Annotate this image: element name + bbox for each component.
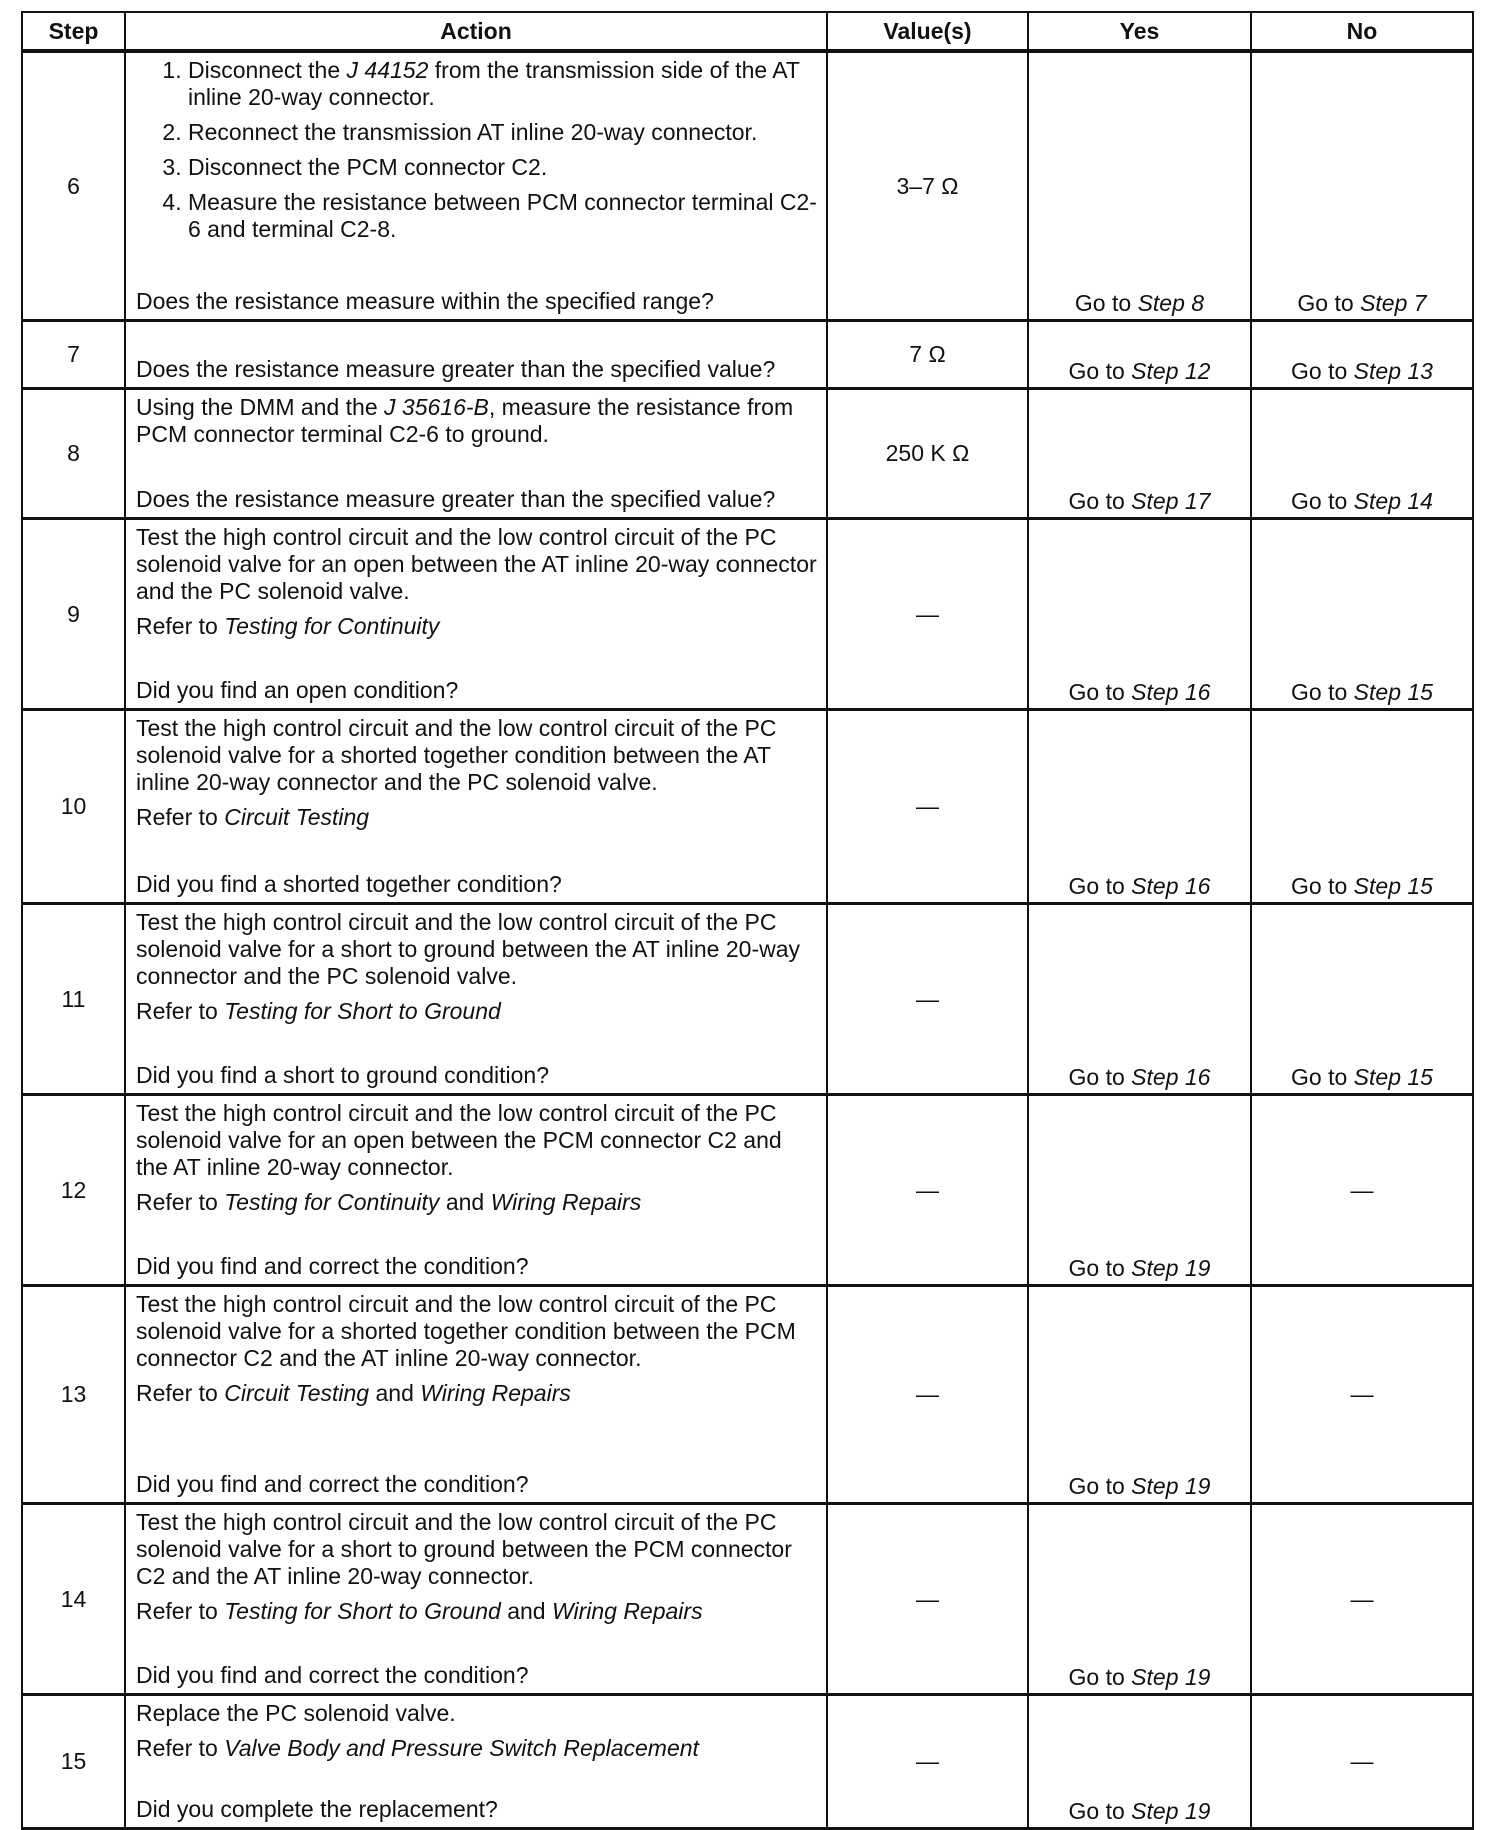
instruction-item bbox=[188, 119, 818, 146]
action-question: Did you find an open condition? bbox=[136, 677, 459, 703]
value-cell bbox=[827, 710, 1028, 904]
reference-link[interactable]: Wiring Repairs bbox=[551, 1598, 703, 1624]
goto-step-link[interactable]: Step 19 bbox=[1131, 1798, 1211, 1824]
instruction-list bbox=[136, 57, 818, 243]
goto-prefix: Go to bbox=[1068, 1664, 1132, 1690]
goto-prefix: Go to bbox=[1068, 679, 1132, 705]
value-cell bbox=[827, 1504, 1028, 1695]
value-cell bbox=[827, 321, 1028, 389]
action-question: Does the resistance measure greater than the specified value? bbox=[136, 356, 776, 382]
text-segment: Refer to bbox=[136, 804, 225, 830]
text-segment: and bbox=[500, 1598, 552, 1624]
text-segment: Refer to bbox=[136, 1189, 225, 1215]
table-row bbox=[22, 1504, 1473, 1695]
goto-step-link[interactable]: Step 15 bbox=[1353, 679, 1433, 705]
instruction-paragraph bbox=[136, 804, 818, 831]
reference-link[interactable]: Wiring Repairs bbox=[490, 1189, 642, 1215]
no-cell bbox=[1251, 1286, 1473, 1504]
yes-cell bbox=[1028, 51, 1251, 321]
no-action-dash: — bbox=[1350, 1748, 1374, 1774]
value-cell bbox=[827, 519, 1028, 710]
yes-cell bbox=[1028, 1695, 1251, 1829]
specified-value: 250 K Ω bbox=[885, 440, 970, 466]
instruction-paragraph bbox=[136, 1100, 818, 1181]
goto-prefix: Go to bbox=[1068, 1255, 1132, 1281]
step-number: 13 bbox=[22, 1286, 125, 1504]
diagnostic-table bbox=[21, 11, 1474, 1830]
action-content bbox=[126, 53, 826, 319]
action-question: Did you complete the replacement? bbox=[136, 1796, 498, 1822]
action-cell bbox=[125, 1695, 827, 1829]
goto-prefix: Go to bbox=[1068, 873, 1132, 899]
step-number: 6 bbox=[22, 51, 125, 321]
no-cell bbox=[1251, 519, 1473, 710]
text-segment: Using the DMM and the bbox=[136, 394, 385, 420]
goto-step-link[interactable]: Step 13 bbox=[1353, 358, 1433, 384]
table-row bbox=[22, 519, 1473, 710]
goto-prefix: Go to bbox=[1068, 488, 1132, 514]
goto-step-link[interactable]: Step 17 bbox=[1131, 488, 1211, 514]
action-cell bbox=[125, 710, 827, 904]
text-segment: Test the high control circuit and the low control circuit of the PC solenoid valve for an open between the PCM connector C2 and the AT inline 20-way connector. bbox=[136, 1100, 782, 1180]
action-cell bbox=[125, 321, 827, 389]
action-instructions bbox=[136, 715, 818, 839]
text-segment: Refer to bbox=[136, 1735, 225, 1761]
goto-step-link[interactable]: Step 16 bbox=[1131, 1064, 1211, 1090]
no-cell bbox=[1251, 51, 1473, 321]
instruction-paragraph bbox=[136, 1189, 818, 1216]
text-segment: Test the high control circuit and the low control circuit of the PC solenoid valve for a short to ground between the PCM connector C2 and the AT inline 20-way connector. bbox=[136, 1509, 792, 1589]
specified-value: — bbox=[916, 985, 939, 1012]
action-instructions bbox=[136, 1700, 818, 1770]
no-cell bbox=[1251, 321, 1473, 389]
no-cell bbox=[1251, 904, 1473, 1095]
action-instructions bbox=[136, 394, 818, 456]
instruction-paragraph bbox=[136, 909, 818, 990]
action-instructions bbox=[136, 1509, 818, 1633]
no-cell bbox=[1251, 710, 1473, 904]
step-number: 14 bbox=[22, 1504, 125, 1695]
header-yes: Yes bbox=[1028, 12, 1251, 51]
text-segment: from the transmission side of the AT inline 20-way connector. bbox=[188, 57, 800, 110]
no-cell bbox=[1251, 389, 1473, 519]
action-question: Does the resistance measure within the specified range? bbox=[136, 288, 714, 314]
no-action-dash: — bbox=[1350, 1381, 1374, 1407]
action-content bbox=[126, 905, 826, 1093]
goto-step-link[interactable]: Step 15 bbox=[1353, 1064, 1433, 1090]
table-row bbox=[22, 389, 1473, 519]
action-question: Does the resistance measure greater than the specified value? bbox=[136, 486, 776, 512]
step-number: 15 bbox=[22, 1695, 125, 1829]
specified-value: — bbox=[916, 600, 939, 627]
action-content bbox=[126, 322, 826, 387]
goto-prefix: Go to bbox=[1068, 358, 1132, 384]
step-number: 12 bbox=[22, 1095, 125, 1286]
specified-value: — bbox=[916, 1585, 939, 1612]
header-no: No bbox=[1251, 12, 1473, 51]
reference-link[interactable]: Testing for Continuity bbox=[224, 613, 440, 639]
action-content bbox=[126, 711, 826, 902]
action-question: Did you find a short to ground condition? bbox=[136, 1062, 549, 1088]
specified-value: — bbox=[916, 1748, 939, 1774]
text-segment: Refer to bbox=[136, 1598, 225, 1624]
goto-prefix: Go to bbox=[1297, 290, 1361, 316]
text-segment: , measure the resistance from PCM connector terminal C2-6 to ground. bbox=[136, 394, 794, 447]
goto-prefix: Go to bbox=[1074, 290, 1138, 316]
table-row bbox=[22, 1695, 1473, 1829]
instruction-paragraph bbox=[136, 613, 818, 640]
goto-step-link[interactable]: Step 16 bbox=[1131, 679, 1211, 705]
specified-value: — bbox=[916, 793, 939, 819]
text-segment: Refer to bbox=[136, 1380, 225, 1406]
instruction-paragraph bbox=[136, 1509, 818, 1590]
text-segment: Refer to bbox=[136, 998, 225, 1024]
reference-link[interactable]: Valve Body and Pressure Switch Replacement bbox=[224, 1735, 699, 1761]
yes-cell bbox=[1028, 904, 1251, 1095]
instruction-paragraph bbox=[136, 1598, 818, 1625]
instruction-paragraph bbox=[136, 1735, 818, 1762]
text-segment: Test the high control circuit and the low control circuit of the PC solenoid valve for a short to ground between the AT inline 20-way connector and the PC solenoid valve. bbox=[136, 909, 801, 989]
step-number: 9 bbox=[22, 519, 125, 710]
header-row bbox=[22, 12, 1473, 51]
instruction-paragraph bbox=[136, 1700, 818, 1727]
goto-step-link[interactable]: Step 19 bbox=[1131, 1473, 1211, 1499]
action-content bbox=[126, 1096, 826, 1284]
action-cell bbox=[125, 1095, 827, 1286]
goto-prefix: Go to bbox=[1291, 488, 1354, 514]
action-content bbox=[126, 1287, 826, 1502]
specified-value: — bbox=[916, 1381, 939, 1407]
reference-link[interactable]: Circuit Testing bbox=[224, 804, 370, 830]
goto-step-link[interactable]: Step 19 bbox=[1131, 1664, 1211, 1690]
action-cell bbox=[125, 1504, 827, 1695]
action-content bbox=[126, 520, 826, 708]
goto-step-link[interactable]: Step 19 bbox=[1131, 1255, 1211, 1281]
instruction-item bbox=[188, 154, 818, 181]
table-row bbox=[22, 51, 1473, 321]
instruction-item bbox=[188, 57, 818, 111]
action-cell bbox=[125, 1286, 827, 1504]
text-segment: and bbox=[369, 1380, 421, 1406]
goto-prefix: Go to bbox=[1291, 1064, 1354, 1090]
step-number: 7 bbox=[22, 321, 125, 389]
goto-step-link[interactable]: Step 8 bbox=[1137, 290, 1205, 316]
table-row bbox=[22, 904, 1473, 1095]
goto-step-link[interactable]: Step 7 bbox=[1360, 290, 1427, 316]
reference-link[interactable]: J 35616-B bbox=[384, 394, 489, 420]
text-segment: Test the high control circuit and the low control circuit of the PC solenoid valve for a shorted together condition between the AT inline 20-way connector and the PC solenoid valve. bbox=[136, 715, 777, 795]
yes-cell bbox=[1028, 1504, 1251, 1695]
goto-prefix: Go to bbox=[1068, 1064, 1132, 1090]
yes-cell bbox=[1028, 321, 1251, 389]
text-segment: Reconnect the transmission AT inline 20-way connector. bbox=[188, 119, 758, 145]
no-cell bbox=[1251, 1695, 1473, 1829]
goto-step-link[interactable]: Step 12 bbox=[1131, 358, 1211, 384]
action-content bbox=[126, 390, 826, 517]
goto-prefix: Go to bbox=[1068, 1798, 1132, 1824]
action-instructions bbox=[136, 909, 818, 1033]
instruction-item bbox=[188, 189, 818, 243]
action-question: Did you find and correct the condition? bbox=[136, 1662, 529, 1688]
step-number: 10 bbox=[22, 710, 125, 904]
text-segment: and bbox=[439, 1189, 491, 1215]
specified-value: 7 Ω bbox=[909, 341, 946, 367]
action-instructions bbox=[136, 57, 818, 251]
text-segment: Test the high control circuit and the low control circuit of the PC solenoid valve for an open between the AT inline 20-way connector and the PC solenoid valve. bbox=[136, 524, 817, 604]
goto-prefix: Go to bbox=[1291, 873, 1354, 899]
step-number: 11 bbox=[22, 904, 125, 1095]
table-row bbox=[22, 321, 1473, 389]
action-cell bbox=[125, 904, 827, 1095]
action-question: Did you find a shorted together condition? bbox=[136, 871, 562, 897]
action-instructions bbox=[136, 1100, 818, 1224]
text-segment: Refer to bbox=[136, 613, 225, 639]
table-row bbox=[22, 710, 1473, 904]
text-segment: Disconnect the PCM connector C2. bbox=[188, 154, 548, 180]
reference-link[interactable]: Circuit Testing bbox=[224, 1380, 370, 1406]
yes-cell bbox=[1028, 389, 1251, 519]
value-cell bbox=[827, 904, 1028, 1095]
action-cell bbox=[125, 51, 827, 321]
text-segment: Measure the resistance between PCM connector terminal C2-6 and terminal C2-8. bbox=[188, 189, 817, 242]
goto-step-link[interactable]: Step 15 bbox=[1353, 873, 1433, 899]
goto-step-link[interactable]: Step 14 bbox=[1353, 488, 1433, 514]
value-cell bbox=[827, 389, 1028, 519]
goto-step-link[interactable]: Step 16 bbox=[1131, 873, 1211, 899]
goto-prefix: Go to bbox=[1291, 358, 1354, 384]
value-cell bbox=[827, 1286, 1028, 1504]
table-row bbox=[22, 1286, 1473, 1504]
instruction-paragraph bbox=[136, 1380, 818, 1407]
header-step: Step bbox=[22, 12, 125, 51]
reference-link[interactable]: Testing for Short to Ground bbox=[224, 998, 501, 1024]
action-question: Did you find and correct the condition? bbox=[136, 1471, 529, 1497]
header-values: Value(s) bbox=[827, 12, 1028, 51]
no-action-dash: — bbox=[1350, 1176, 1374, 1203]
text-segment: Replace the PC solenoid valve. bbox=[136, 1700, 456, 1726]
goto-prefix: Go to bbox=[1068, 1473, 1132, 1499]
action-cell bbox=[125, 389, 827, 519]
action-content bbox=[126, 1696, 826, 1827]
instruction-paragraph bbox=[136, 394, 818, 448]
instruction-paragraph bbox=[136, 998, 818, 1025]
step-number: 8 bbox=[22, 389, 125, 519]
reference-link[interactable]: Testing for Short to Ground bbox=[224, 1598, 501, 1624]
action-instructions bbox=[136, 1291, 818, 1415]
yes-cell bbox=[1028, 710, 1251, 904]
action-instructions bbox=[136, 524, 818, 648]
yes-cell bbox=[1028, 1286, 1251, 1504]
action-question: Did you find and correct the condition? bbox=[136, 1253, 529, 1279]
instruction-paragraph bbox=[136, 1291, 818, 1372]
no-cell bbox=[1251, 1504, 1473, 1695]
text-segment: Disconnect the bbox=[188, 57, 347, 83]
action-cell bbox=[125, 519, 827, 710]
yes-cell bbox=[1028, 1095, 1251, 1286]
reference-link[interactable]: J 44152 bbox=[346, 57, 429, 83]
no-cell bbox=[1251, 1095, 1473, 1286]
header-action: Action bbox=[125, 12, 827, 51]
value-cell bbox=[827, 1695, 1028, 1829]
value-cell bbox=[827, 51, 1028, 321]
goto-prefix: Go to bbox=[1291, 679, 1354, 705]
specified-value: 3–7 Ω bbox=[896, 172, 959, 199]
instruction-paragraph bbox=[136, 715, 818, 796]
action-content bbox=[126, 1505, 826, 1693]
text-segment: Test the high control circuit and the low control circuit of the PC solenoid valve for a shorted together condition between the PCM connector C2 and the AT inline 20-way connector. bbox=[136, 1291, 796, 1371]
table-row bbox=[22, 1095, 1473, 1286]
reference-link[interactable]: Wiring Repairs bbox=[420, 1380, 571, 1406]
no-action-dash: — bbox=[1350, 1585, 1374, 1612]
yes-cell bbox=[1028, 519, 1251, 710]
reference-link[interactable]: Testing for Continuity bbox=[224, 1189, 440, 1215]
specified-value: — bbox=[916, 1176, 939, 1203]
instruction-paragraph bbox=[136, 524, 818, 605]
value-cell bbox=[827, 1095, 1028, 1286]
